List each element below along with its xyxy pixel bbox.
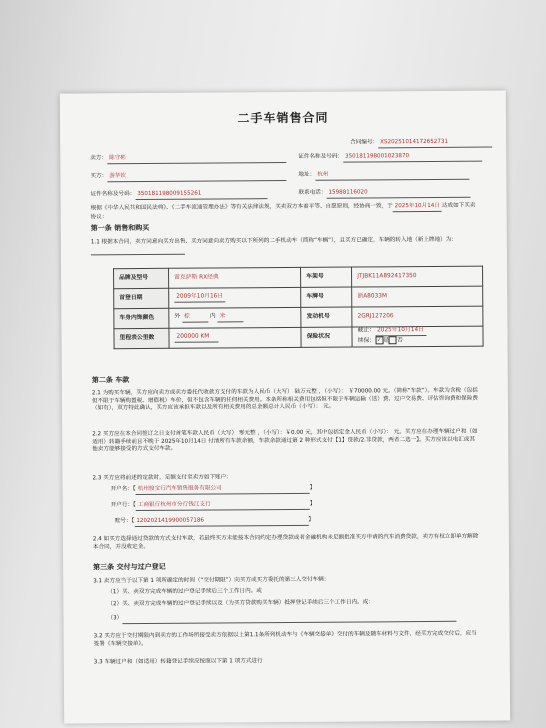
account-number-line: 账号：【 1202021419900057186 】 — [115, 517, 314, 527]
insurance-label: 保险状况 — [301, 327, 352, 347]
section-3-heading: 第三条 交付与过户登记 — [93, 562, 166, 572]
clause-3-1: 3.1 卖方应当于以下第 1 项所确定的时间（“交付期限”）向买方或买方委托的第三人交付车辆： — [93, 576, 330, 585]
account-number: 1202021419900057186 — [134, 517, 308, 527]
clause-3-1-option-3: （3） — [107, 613, 456, 624]
reg-date-label: 首登日期 — [114, 288, 169, 308]
vehicle-info-table — [113, 266, 484, 350]
clause-3-1-option-2: （2）买、卖双方完成车辆的过户登记手续以及（为买方贷款购买车辆）抵押登记手续后三个工作日内。或： — [107, 599, 374, 608]
insurance-value: 截止： 2025年10月14日 续保： ✓ 是 否 — [352, 326, 483, 347]
vin-value: JTJBK11A892417350 — [352, 266, 483, 287]
clause-3-1-option-1: （1）买、卖双方完成车辆的过户登记手续后三个工作日内。或 — [107, 588, 262, 596]
color-label: 车身内饰颜色 — [114, 308, 169, 328]
clause-3-3: 3.3 车辆过户和（如适用）转籍登记手续应按照以下第 1 项方式进行 — [93, 658, 263, 666]
contract-title: 二手车销售合同 — [237, 110, 329, 126]
vin-label: 车架号 — [301, 267, 352, 287]
seller-name: 陈守彬 — [107, 154, 286, 164]
preamble: 根据《中华人民共和国民法典》、《二手车流通管理办法》等有关法律法规，买卖双方本着平等、自愿原则，经协商一致，于 2025年10月14日 达成如下买卖协议： — [90, 202, 476, 220]
seller-line: 卖方： 陈守彬 — [90, 154, 286, 164]
seller-id-line: 证件名称及号码： 350181198001023870 — [298, 153, 482, 163]
reg-date-value: 2009年10月16日 — [169, 287, 301, 308]
contract-number: 合同编号： XS20251014172652731 — [350, 139, 492, 149]
clause-2-4: 2.4 如买方选择通过贷款的方式支付车款，若最终买方未能按本合同约定办理贷款或者金融机构未足额批准买方申请的汽车消费贷款，卖方有权立即单方解除本合同，并没收定金。 — [92, 533, 479, 550]
address: 杭州 — [315, 171, 469, 181]
clause-2-2: 2.2 买方应在本合同签订之日支付首笔车款人民币（大写） 零元整 ，（小写）：￥0.00 元，其中包括定金人民币（小写）： 元。买方应在办理车辆过户和（如适用）转籍手续前且不晚于 2025年10月14日 付清所有车款余额，车款余款通过第 2 种形式支付【1】贷款/2.非贷款，两者二选一】。买方应该以电汇或其他卖方能够接受的方式支付车款。 — [92, 428, 478, 453]
clause-1-1: 1.1 根据本合同，卖方同意向买方出售、买方同意向卖方购买以下所列的二手机动车（简称“车辆”），且买方已确定，车辆的转入地（新上牌地）为： — [91, 237, 477, 256]
buyer-name: 游华钦 — [107, 172, 286, 182]
clause-2-1: 2.1 为购买车辆，买方应向卖方或卖方委托代收款方支付的车款为人民币（大写） 陆万元整 ，（小写）： ￥70000.00 元。（简称“车款”）。车款为含税（包括但不限于车辆购置税、增值税）车价，但不包含车辆的任何相关费用。本条所称相关费用包括但不限于车辆运输（送）费、过户交易费、评估咨询费和保险费（如有），双方特此确认，买方应该承担车款以及所有相关费用的总金额总计人民币（小写）： 元。 — [91, 387, 478, 412]
clause-3-2: 3.2 买方应于交付期限内到卖方的工作场所接受卖方依据以上第1.1条所列机动车与《车辆交接单》交付的车辆及随车材料与文件，经买方完成交付后，应当签署《车辆交接单》。 — [93, 630, 477, 647]
engine-value: 2GRJ127206 — [352, 306, 483, 327]
section-2-heading: 第二条 车款 — [91, 376, 130, 385]
seller-id: 350181198001023870 — [343, 153, 482, 163]
mileage-value: 200000 KM — [169, 327, 301, 348]
plate-value: 浙A8033M — [352, 286, 483, 307]
engine-label: 发动机号 — [301, 307, 352, 327]
bank-name: 工商银行杭州市分行钱江支行 — [136, 501, 310, 511]
bank-line: 开户行：【 工商银行杭州市分行钱江支行 】 — [111, 501, 316, 511]
insurance-yes-checkbox[interactable]: ✓ — [377, 337, 382, 344]
account-name: 杭州骏宝行汽车销售服务有限公司 — [136, 485, 310, 495]
contract-page — [60, 90, 510, 723]
buyer-id-line: 证件名称及号码： 350181198009155261 — [90, 190, 267, 200]
brand-label: 品牌及型号 — [114, 268, 169, 288]
buyer-id: 350181198009155261 — [135, 190, 267, 199]
address-line: 地址： 杭州 — [298, 171, 469, 181]
brand-value: 雷克萨斯 RX经典 — [169, 267, 301, 288]
account-name-line: 开户名：【 杭州骏宝行汽车销售服务有限公司 】 — [111, 485, 316, 495]
clause-2-3: 2.3 买方应将前述的定款时，足额支付至卖方如下账户： — [92, 474, 232, 482]
plate-label: 车牌号 — [301, 287, 352, 307]
mileage-label: 里程表公里数 — [114, 328, 169, 348]
buyer-line: 买方： 游华钦 — [90, 172, 286, 182]
color-value: 外 棕 内 米 — [169, 307, 301, 328]
phone: 15988116020 — [326, 189, 470, 199]
section-1-heading: 第一条 销售和购买 — [90, 223, 150, 233]
phone-line: 联系电话： 15988116020 — [298, 189, 470, 199]
